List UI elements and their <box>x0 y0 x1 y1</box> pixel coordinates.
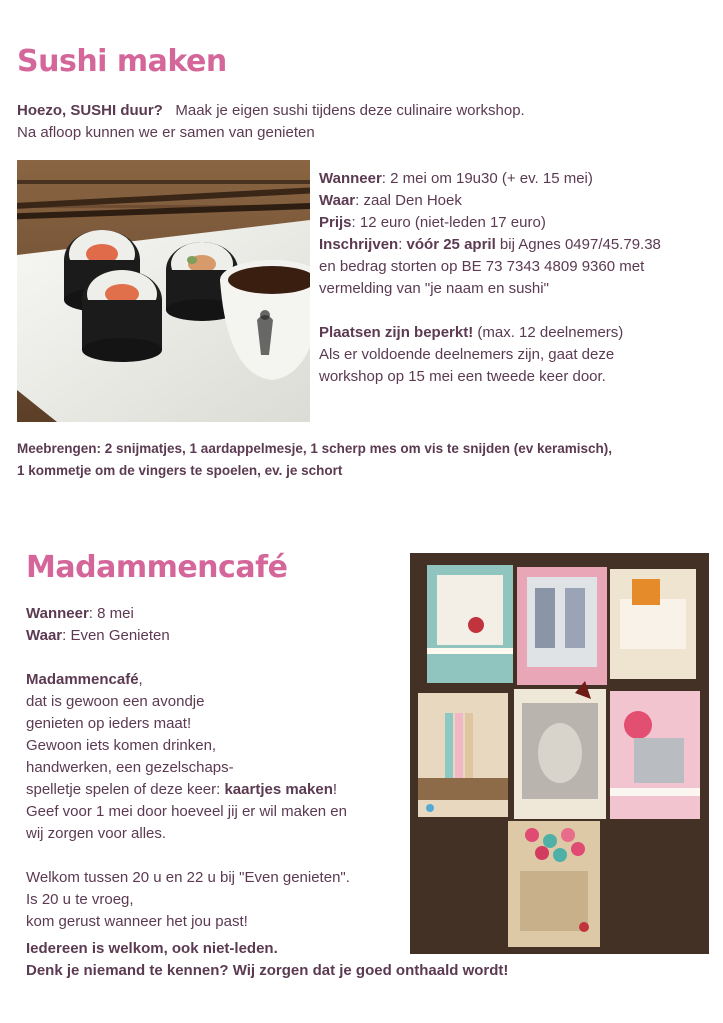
sushi-waar-value: : zaal Den Hoek <box>355 192 462 209</box>
sushi-inschrijven-rest: bij Agnes 0497/45.79.38 <box>495 236 661 253</box>
sushi-inschrijven-sep: : <box>398 236 407 253</box>
madam-line5-bold: kaartjes maken <box>224 781 333 798</box>
madam-line1: dat is gewoon een avondje <box>26 693 205 710</box>
sushi-waar-label: Waar <box>319 192 356 209</box>
madam-line6: Geef voor 1 mei door hoeveel jij er wil maken en <box>26 803 347 820</box>
madam-line5-post: ! <box>332 781 338 798</box>
madam-welkom3: kom gerust wanneer het jou past! <box>26 913 248 930</box>
sushi-plaatsen-line3: workshop op 15 mei een tweede keer door. <box>319 368 606 385</box>
sushi-meebrengen-line1: Meebrengen: 2 snijmatjes, 1 aardappelmesje, 1 scherp mes om vis te snijden (ev keramisch), <box>17 441 613 456</box>
sushi-wanneer-label: Wanneer <box>319 170 382 187</box>
sushi-prijs-value: : 12 euro (niet-leden 17 euro) <box>351 214 546 231</box>
madam-line4: handwerken, een gezelschaps- <box>26 759 234 776</box>
madam-closing <box>26 938 716 982</box>
sushi-details <box>319 168 714 388</box>
sushi-title: Sushi maken <box>17 44 227 79</box>
madam-line7: wij zorgen voor alles. <box>26 825 167 842</box>
madam-waar-label: Waar <box>26 627 63 644</box>
sushi-photo <box>17 160 310 422</box>
sushi-prijs-label: Prijs <box>319 214 352 231</box>
sushi-meebrengen-line2: 1 kommetje om de vingers te spoelen, ev. je schort <box>17 463 343 478</box>
sushi-intro-line2: Na afloop kunnen we er samen van genieten <box>17 124 315 141</box>
madam-wanneer-value: : 8 mei <box>88 605 134 622</box>
sushi-intro <box>17 100 707 144</box>
sushi-meebrengen <box>17 438 717 482</box>
sushi-inschrijven-line3: vermelding van "je naam en sushi" <box>319 280 549 297</box>
madam-welkom2: Is 20 u te vroeg, <box>26 891 134 908</box>
sushi-intro-bold: Hoezo, SUSHI duur? <box>17 102 163 119</box>
cards-photo <box>410 553 709 954</box>
madam-line5-pre: spelletje spelen of deze keer: <box>26 781 225 798</box>
madam-name-comma: , <box>138 671 143 688</box>
sushi-inschrijven-deadline: vóór 25 april <box>406 236 496 253</box>
madam-welkom1: Welkom tussen 20 u en 22 u bij "Even genieten". <box>26 869 350 886</box>
sushi-plaatsen-bold: Plaatsen zijn beperkt! <box>319 324 474 341</box>
madam-closing1: Iedereen is welkom, ook niet-leden. <box>26 940 278 957</box>
sushi-inschrijven-label: Inschrijven <box>319 236 399 253</box>
madam-details <box>26 603 406 933</box>
sushi-intro-rest: Maak je eigen sushi tijdens deze culinaire workshop. <box>175 102 525 119</box>
madam-line2: genieten op ieders maat! <box>26 715 192 732</box>
madam-line3: Gewoon iets komen drinken, <box>26 737 217 754</box>
sushi-wanneer-value: : 2 mei om 19u30 (+ ev. 15 mei) <box>381 170 593 187</box>
sushi-inschrijven-line2: en bedrag storten op BE 73 7343 4809 9360 met <box>319 258 645 275</box>
madam-name-bold: Madammencafé <box>26 671 139 688</box>
madam-title: Madammencafé <box>26 550 288 585</box>
madam-wanneer-label: Wanneer <box>26 605 89 622</box>
madam-waar-value: : Even Genieten <box>62 627 170 644</box>
sushi-plaatsen-rest: (max. 12 deelnemers) <box>473 324 624 341</box>
madam-closing2: Denk je niemand te kennen? Wij zorgen dat je goed onthaald wordt! <box>26 962 509 979</box>
sushi-plaatsen-line2: Als er voldoende deelnemers zijn, gaat deze <box>319 346 615 363</box>
